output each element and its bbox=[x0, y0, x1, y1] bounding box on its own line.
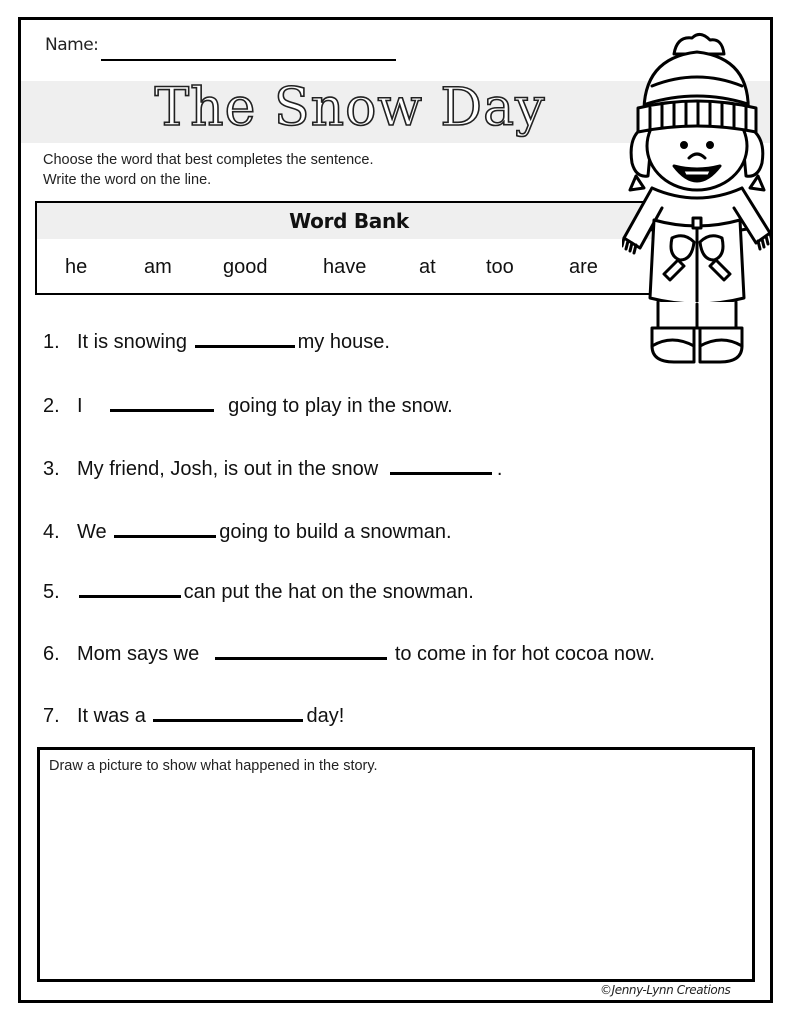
instruction-line-1: Choose the word that best completes the sentence. bbox=[43, 152, 374, 168]
word-bank-word: are bbox=[569, 256, 598, 278]
word-bank-word: at bbox=[419, 256, 436, 278]
question-1: 1. It is snowing my house. bbox=[43, 327, 390, 354]
word-bank-title: Word Bank bbox=[37, 203, 661, 239]
question-5: 5. can put the hat on the snowman. bbox=[43, 577, 474, 604]
word-bank-word: have bbox=[323, 256, 367, 278]
question-2: 2. I going to play in the snow. bbox=[43, 391, 453, 418]
answer-blank-1[interactable] bbox=[195, 327, 295, 348]
word-bank-word: am bbox=[144, 256, 172, 278]
name-input-line[interactable] bbox=[101, 59, 396, 61]
word-bank bbox=[35, 201, 663, 295]
question-3: 3. My friend, Josh, is out in the snow . bbox=[43, 454, 502, 481]
answer-blank-6[interactable] bbox=[215, 639, 387, 660]
answer-blank-3[interactable] bbox=[390, 454, 492, 475]
copyright: ©Jenny-Lynn Creations bbox=[600, 983, 731, 997]
answer-blank-5[interactable] bbox=[79, 577, 181, 598]
drawing-prompt: Draw a picture to show what happened in the story. bbox=[49, 758, 378, 774]
instruction-line-2: Write the word on the line. bbox=[43, 172, 212, 188]
page-title: The Snow Day bbox=[154, 78, 546, 138]
drawing-area[interactable] bbox=[37, 747, 755, 982]
question-4: 4. We going to build a snowman. bbox=[43, 517, 452, 544]
word-bank-word: he bbox=[65, 256, 88, 278]
answer-blank-7[interactable] bbox=[153, 701, 303, 722]
question-7: 7. It was a day! bbox=[43, 701, 344, 728]
question-6: 6. Mom says we to come in for hot cocoa now. bbox=[43, 639, 655, 666]
name-label: Name: bbox=[45, 35, 99, 55]
answer-blank-2[interactable] bbox=[110, 391, 214, 412]
word-bank-word: good bbox=[223, 256, 268, 278]
answer-blank-4[interactable] bbox=[114, 517, 216, 538]
word-bank-word: too bbox=[486, 256, 514, 278]
girl-in-winter-clothes-icon bbox=[622, 28, 772, 368]
